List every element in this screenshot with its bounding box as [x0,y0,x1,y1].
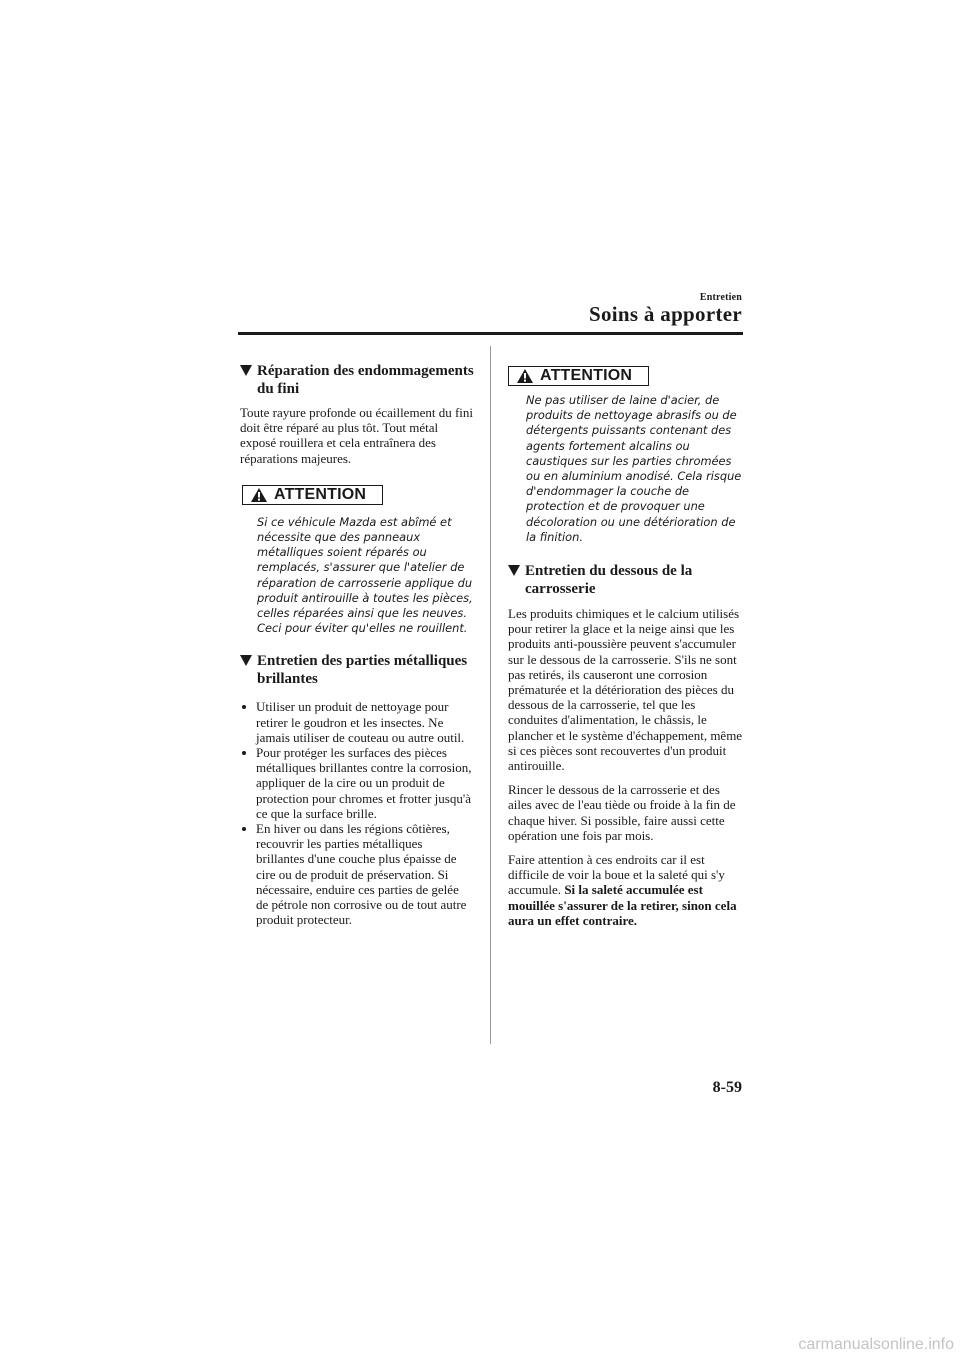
attention-box [508,366,649,386]
list-item-text: Utiliser un produit de nettoyage pour retirer le goudron et les insectes. Ne jamais utiliser de couteau ou autre outil. [256,699,465,745]
paragraph-bold-text: Si la saleté accumulée est mouillée s'assurer de la retirer, sinon cela aura un effet contraire. [508,882,737,928]
left-column [240,362,474,927]
paragraph-finish-repair: Toute rayure profonde ou écaillement du fini doit être réparé au plus tôt. Tout métal exposé rouillera et cela entraînera des réparations majeures. [240,405,474,466]
bullet-dot-icon [242,751,246,755]
warning-triangle-icon [250,487,268,503]
attention-text: Ne pas utiliser de laine d'acier, de produits de nettoyage abrasifs ou de détergents puissants contenant des agents fortement alcalins ou caustiques sur les parties chromées ou en aluminium anodisé. Cela risque d'endommager la couche de protection et de provoquer une décoloration ou une détérioration de la finition. [526,393,742,544]
page-number: 8-59 [712,1079,742,1096]
list-item [240,745,474,821]
list-item [240,821,474,927]
watermark: carmanualsonline.info [798,1336,954,1353]
bullet-dot-icon [242,705,246,709]
paragraph-plain-text: Faire attention à ces endroits car il est difficile de voir la boue et la saleté qui s'y accumule. [508,852,725,898]
list-item-text: Pour protéger les surfaces des pièces métalliques brillantes contre la corrosion, appliquer de la cire ou un produit de protection pour chromes et frotter jusqu'à ce que la surface brille. [256,745,472,821]
triangle-bullet-icon [508,565,520,576]
header-rule [238,332,743,335]
heading-text: Réparation des endommagements du fini [257,363,474,397]
attention-label: ATTENTION [540,367,633,384]
list-item [240,699,474,745]
warning-triangle-icon [516,368,534,384]
attention-label: ATTENTION [274,485,367,503]
paragraph-underbody-1: Les produits chimiques et le calcium utilisés pour retirer la glace et la neige ainsi que les produits anti-poussière peuvent s'accumuler sur le dessous de la carrosserie. S'ils ne sont pas retirés, ils causeront une corrosion prématurée et la détérioration des pièces du dessous de la carrosserie, tel que les conduites d'alimentation, le châssis, le plancher et le système d'échappement, même si ces pièces sont recouvertes d'un produit antirouille. [508,606,743,774]
right-column [508,362,744,928]
triangle-bullet-icon [240,655,252,666]
header-section-label: Entretien [699,292,742,303]
heading-text: Entretien des parties métalliques brillantes [257,653,468,688]
header-title: Soins à apporter [589,302,742,326]
paragraph-underbody-3 [508,852,744,928]
bullet-list [240,699,474,927]
section-heading-finish-repair [240,362,474,398]
paragraph-underbody-2: Rincer le dessous de la carrosserie et des ailes avec de l'eau tiède ou froide à la fin de chaque hiver. Si possible, faire aussi cette opération une fois par mois. [508,782,736,843]
column-divider [490,346,491,1044]
triangle-bullet-icon [240,365,252,376]
attention-box [242,485,383,505]
section-heading-shiny-metal [240,652,474,688]
section-heading-underbody [508,562,744,598]
attention-text: Si ce véhicule Mazda est abîmé et nécessite que des panneaux métalliques soient réparés ou remplacés, s'assurer que l'atelier de réparation de carrosserie applique du produit antirouille à toutes les pièces, celles réparées ainsi que les neuves. Ceci pour éviter qu'elles ne rouillent. [257,514,473,636]
bullet-dot-icon [242,827,246,831]
list-item-text: En hiver ou dans les régions côtières, recouvrir les parties métalliques brillantes d'une couche plus épaisse de cire ou de produit de préservation. Si nécessaire, enduire ces parties de gelée de pétrole non corrosive ou de tout autre produit protecteur. [256,821,467,928]
heading-text: Entretien du dessous de la carrosserie [525,563,693,598]
